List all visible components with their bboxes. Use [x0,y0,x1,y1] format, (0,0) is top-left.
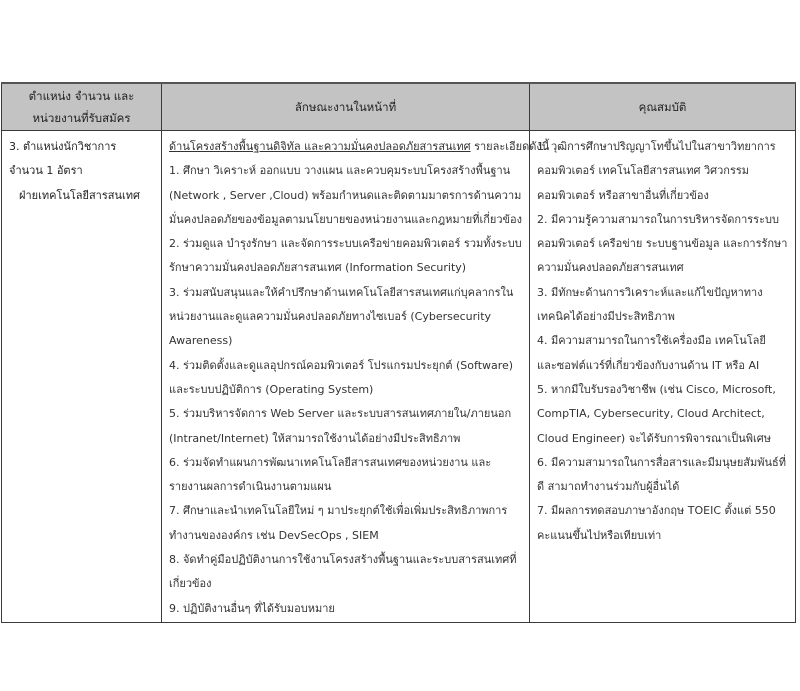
duty-item: 6. ร่วมจัดทำแผนการพัฒนาเทคโนโลยีสารสนเทศของหน่วยงาน และรายงานผลการดำเนินงานตามแผน [169,455,492,494]
duty-item: 2. ร่วมดูแล บำรุงรักษา และจัดการระบบเครือข่ายคอมพิวเตอร์ รวมทั้งระบบรักษาความมั่นคงปลอดภัยสารสนเทศ (Information Security) [169,237,522,275]
header-duties: ลักษณะงานในหน้าที่ [162,83,530,131]
duty-item: 7. ศึกษาและนำเทคโนโลยีใหม่ ๆ มาประยุกต์ใช้เพื่อเพิ่มประสิทธิภาพการทำงานขององค์กร เช่น DevSecOps , SIEM [169,504,508,542]
qualification-item: 4. มีความสามารถในการใช้เครื่องมือ เทคโนโลยี และซอฟต์แวร์ที่เกี่ยวข้องกับงานด้าน IT หรือ AI [537,334,766,372]
qualification-item: 2. มีความรู้ความสามารถในการบริหารจัดการระบบคอมพิวเตอร์ เครือข่าย ระบบฐานข้อมูล และการรักษาความมั่นคงปลอดภัยสารสนเทศ [537,212,788,275]
qualifications-cell [530,131,796,623]
header-position-line1: ตำแหน่ง จำนวน และ [28,89,135,103]
qualification-item: 1. วุฒิการศึกษาปริญญาโทขึ้นไปในสาขาวิทยาการคอมพิวเตอร์ เทคโนโลยีสารสนเทศ วิศวกรรมคอมพิวเตอร์ หรือสาขาอื่นที่เกี่ยวข้อง [537,140,776,202]
qualification-item: 3. มีทักษะด้านการวิเคราะห์และแก้ไขปัญหาทางเทคนิคได้อย่างมีประสิทธิภาพ [537,285,763,324]
table-row [2,131,796,623]
duty-item: 5. ร่วมบริหารจัดการ Web Server และระบบสารสนเทศภายใน/ภายนอก (Intranet/Internet) ให้สามารถใช้งานได้อย่างมีประสิทธิภาพ [169,407,512,445]
header-position-line2: หน่วยงานที่รับสมัคร [32,111,131,125]
job-position-table [1,82,796,623]
qualification-item: 6. มีความสามารถในการสื่อสารและมีมนุษยสัมพันธ์ที่ดี สามาถทำงานร่วมกับผู้อื่นได้ [537,455,787,494]
table-header-row [2,83,796,131]
header-position [2,83,162,131]
duties-cell [162,131,550,623]
duty-item: 1. ศึกษา วิเคราะห์ ออกแบบ วางแผน และควบคุมระบบโครงสร้างพื้นฐาน (Network , Server ,Cloud) พร้อมกำหนดและติดตามมาตรการด้านความมั่นคงปลอดภัยของข้อมูลตามนโยบายของหน่วยงานและกฎหมายที่เกี่ยวข้อง [169,164,522,226]
duties-heading-underlined: ด้านโครงสร้างพื้นฐานดิจิทัล และความมั่นคงปลอดภัยสารสนเทศ [169,140,471,153]
duty-item: 4. ร่วมติดตั้งและดูแลอุปกรณ์คอมพิวเตอร์ โปรแกรมประยุกต์ (Software) และระบบปฏิบัติการ (Operating System) [169,358,514,396]
position-count: จำนวน 1 อัตรา [9,164,83,178]
position-department: ฝ่ายเทคโนโลยีสารสนเทศ [19,188,140,202]
duty-item: 9. ปฏิบัติงานอื่นๆ ที่ได้รับมอบหมาย [169,601,335,615]
header-qualifications: คุณสมบัติ [530,83,796,131]
duties-heading-rest: รายละเอียดดังนี้ [470,140,550,153]
duty-item: 3. ร่วมสนับสนุนและให้คำปรึกษาด้านเทคโนโลยีสารสนเทศแก่บุคลากรในหน่วยงานและดูแลความมั่นคงปลอดภัยทางไซเบอร์ (Cybersecurity Awareness) [169,285,514,348]
position-cell [2,131,162,623]
qualification-item: 7. มีผลการทดสอบภาษาอังกฤษ TOEIC ตั้งแต่ 550 คะแนนขึ้นไปหรือเทียบเท่า [537,504,776,542]
duties-heading [169,135,550,159]
duty-item: 8. จัดทำคู่มือปฏิบัติงานการใช้งานโครงสร้างพื้นฐานและระบบสารสนเทศที่เกี่ยวข้อง [169,553,517,591]
position-title: 3. ตำแหน่งนักวิชาการ [9,140,117,153]
qualification-item: 5. หากมีใบรับรองวิชาชีพ (เช่น Cisco, Microsoft, CompTIA, Cybersecurity, Cloud Architect, Cloud Engineer) จะได้รับการพิจารณาเป็นพิเศษ [537,382,776,445]
